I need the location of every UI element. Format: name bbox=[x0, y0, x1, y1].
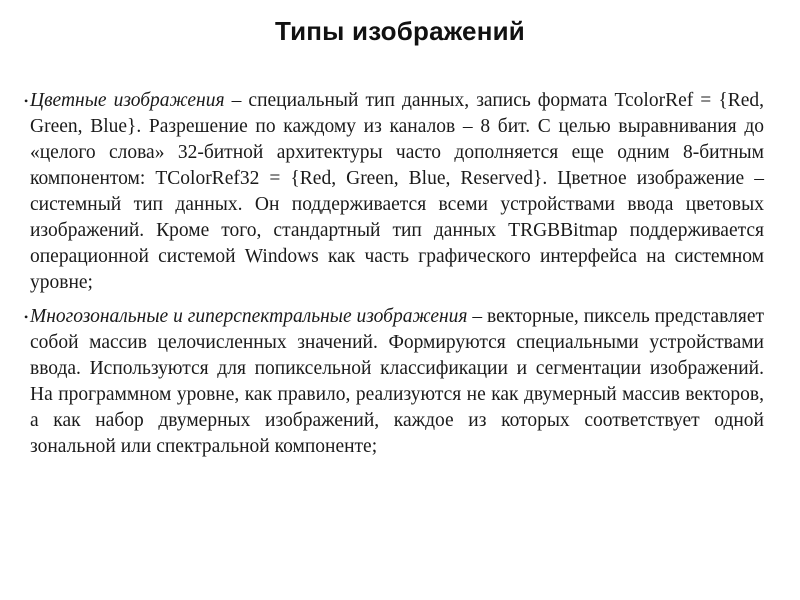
page-title: Типы изображений bbox=[275, 16, 525, 46]
list-item-multizone-images bbox=[24, 304, 765, 460]
term-multizone-images: Многозональные и гиперспектральные изображения bbox=[30, 306, 468, 327]
bullet-icon: • bbox=[24, 310, 29, 324]
list-item-color-images bbox=[24, 88, 764, 296]
item-description: – специальный тип данных, запись формата TcolorRef = {Red, Green, Blue}. Разрешение по каждому из каналов – 8 бит. С целью выравнивания до «целого слова» 32-битной архитектуры часто дополняется еще одним 8-битным компонентом: TColorRef32 = {Red, Green, Blue, Reserved}. Цветное изображение – системный тип данных. Он поддерживается всеми устройствами ввода цветовых изображений. Кроме того, стандартный тип данных TRGBBitmap поддерживается операционной системой Windows как часть графического интерфейса на системном уровне; bbox=[30, 90, 764, 293]
item-description: – векторные, пиксель представляет собой массив целочисленных значений. Формируются специальными устройствами ввода. Используются для попиксельной классификации и сегментации изображений. На программном уровне, как правило, реализуются не как двумерный массив векторов, а как набор двумерных изображений, каждое из которых соответствует одной зональной или спектральной компоненте; bbox=[30, 306, 765, 457]
bullet-list bbox=[24, 88, 765, 460]
term-color-images: Цветные изображения bbox=[30, 90, 225, 111]
bullet-icon: • bbox=[24, 94, 29, 108]
